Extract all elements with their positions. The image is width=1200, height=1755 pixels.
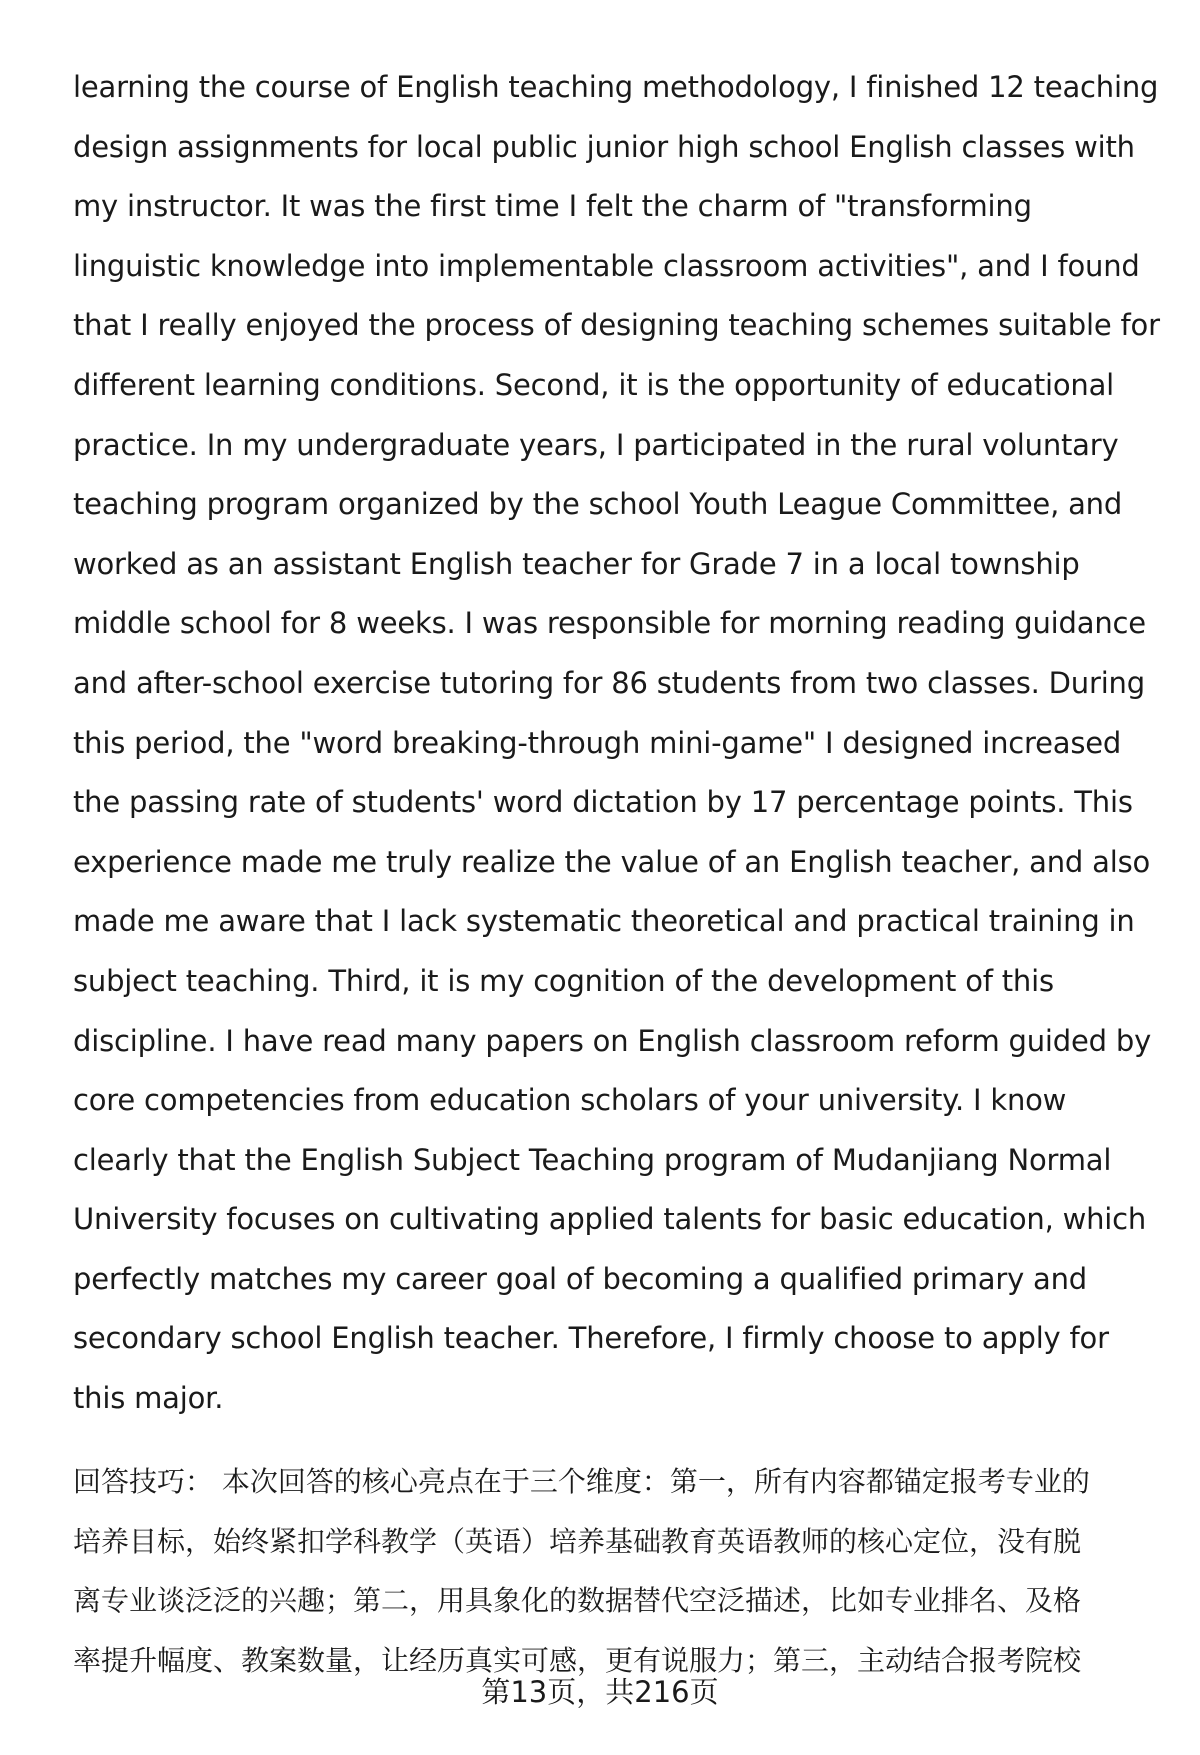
text-line: the passing rate of students' word dictation by 17 percentage points. This [73,785,1133,820]
text-line: University focuses on cultivating applied talents for basic education, which [73,1202,1147,1237]
text-line: core competencies from education scholars of your university. I know [73,1083,1067,1118]
text-line: practice. In my undergraduate years, I participated in the rural voluntary [73,427,1119,462]
text-line: 离专业谈泛泛的兴趣；第二，用具象化的数据替代空泛描述，比如专业排名、及格 [73,1584,1082,1618]
text-line: teaching program organized by the school Youth League Committee, and [73,487,1123,522]
text-line: secondary school English teacher. Therefore, I firmly choose to apply for [73,1321,1109,1356]
text-line: discipline. I have read many papers on English classroom reform guided by [73,1023,1152,1058]
text-line: learning the course of English teaching methodology, I finished 12 teaching [73,70,1159,104]
text-line: different learning conditions. Second, it is the opportunity of educational [73,367,1115,402]
text-line: middle school for 8 weeks. I was responsible for morning reading guidance [73,606,1146,641]
text-line: design assignments for local public junior high school English classes with [73,129,1135,164]
text-line: made me aware that I lack systematic theoretical and practical training in [73,904,1135,939]
text-line: clearly that the English Subject Teaching program of Mudanjiang Normal [73,1142,1112,1177]
page-number: 第13页，共216页 [481,1675,719,1709]
text-line: perfectly matches my career goal of becoming a qualified primary and [73,1261,1088,1296]
text-line: my instructor. It was the first time I felt the charm of "transforming [73,189,1032,224]
text-line: that I really enjoyed the process of designing teaching schemes suitable for [73,308,1160,343]
text-line: subject teaching. Third, it is my cognition of the development of this [73,963,1054,998]
text-line: worked as an assistant English teacher for Grade 7 in a local township [73,546,1080,581]
text-line: 回答技巧： 本次回答的核心亮点在于三个维度：第一，所有内容都锚定报考专业的 [73,1465,1090,1498]
answer-tips [73,1452,1173,1690]
text-line: and after-school exercise tutoring for 86 students from two classes. During [73,665,1145,700]
text-line: this period, the "word breaking-through mini-game" I designed increased [73,725,1122,760]
text-line: this major. [73,1381,224,1416]
text-line: 率提升幅度、教案数量，让经历真实可感，更有说服力；第三，主动结合报考院校 [73,1643,1082,1677]
answer-body [73,58,1173,1429]
text-line: linguistic knowledge into implementable classroom activities", and I found [73,248,1140,283]
text-line: 培养目标，始终紧扣学科教学（英语）培养基础教育英语教师的核心定位，没有脱 [73,1524,1082,1558]
text-line: experience made me truly realize the value of an English teacher, and also [73,844,1151,879]
